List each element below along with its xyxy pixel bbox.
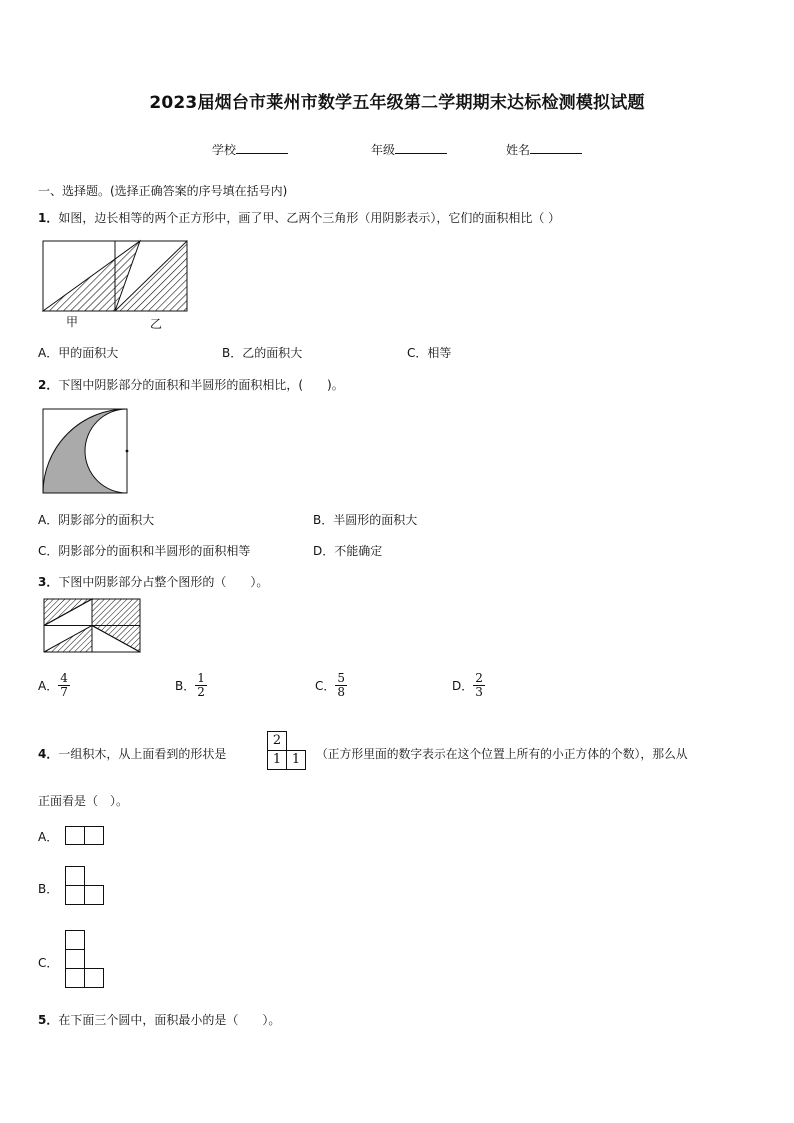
question-1: [38, 209, 560, 226]
grid-cell-bottom-left: 1: [267, 750, 287, 770]
question-number: 4．: [38, 747, 59, 761]
option-letter: D．: [452, 679, 474, 693]
numerator: 1: [197, 671, 205, 685]
numerator: 5: [337, 671, 346, 685]
q3-option-a[interactable]: [38, 672, 70, 699]
page-title: 2023届烟台市莱州市数学五年级第二学期期末达标检测模拟试题: [149, 93, 645, 113]
question-text: 在下面三个圆中，面积最小的是（ ）。: [58, 1013, 281, 1027]
option-letter: C．: [315, 679, 336, 693]
q1-figure: [42, 240, 190, 330]
numerator: 2: [475, 671, 483, 685]
q4-option-c-figure: [65, 930, 105, 990]
school-blank[interactable]: [236, 141, 288, 154]
q1-option-c[interactable]: C．相等: [407, 346, 452, 360]
fraction: [195, 672, 207, 699]
q3-figure: [43, 598, 141, 654]
option-letter: B．: [175, 679, 196, 693]
q4-option-a-figure: [65, 826, 105, 846]
question-text: 如图，边长相等的两个正方形中，画了甲、乙两个三角形（用阴影表示），它们的面积相比（ ）: [58, 211, 561, 225]
question-number: 3．: [38, 575, 59, 589]
question-text: 下图中阴影部分占整个图形的（ ）。: [58, 575, 269, 589]
denominator: 8: [337, 685, 346, 699]
question-number: 2．: [38, 378, 59, 392]
question-number: 1．: [38, 211, 59, 225]
q3-option-c[interactable]: [315, 672, 347, 699]
name-blank[interactable]: [530, 141, 582, 154]
denominator: 3: [475, 685, 483, 699]
q2-option-d[interactable]: D．不能确定: [313, 544, 383, 558]
school-label: 学校: [212, 143, 237, 157]
name-field: [506, 141, 582, 158]
q1-option-a[interactable]: A．甲的面积大: [38, 346, 119, 360]
section-heading: 一、选择题。(选择正确答案的序号填在括号内): [38, 184, 288, 198]
grade-blank[interactable]: [395, 141, 447, 154]
grid-cell-top: 2: [267, 731, 287, 751]
q2-figure: [42, 408, 130, 496]
question-5: [38, 1011, 280, 1028]
numerator: 4: [60, 671, 68, 685]
q1-option-b[interactable]: B．乙的面积大: [222, 346, 303, 360]
denominator: 2: [197, 685, 205, 699]
grid-cell-bottom-right: 1: [286, 750, 306, 770]
q4-option-a[interactable]: A．: [38, 830, 59, 844]
fraction: [335, 672, 347, 699]
school-field: [212, 141, 288, 158]
grade-label: 年级: [371, 143, 396, 157]
label-jia: 甲: [66, 315, 79, 329]
q4-option-b[interactable]: B．: [38, 882, 59, 896]
q3-option-d[interactable]: [452, 672, 485, 699]
denominator: 7: [60, 685, 68, 699]
fraction: [58, 672, 70, 699]
grade-field: [371, 141, 447, 158]
question-4-continued: （正方形里面的数字表示在这个位置上所有的小正方体的个数），那么从: [316, 747, 688, 761]
question-3: [38, 573, 268, 590]
q3-option-b[interactable]: [175, 672, 207, 699]
option-letter: A．: [38, 679, 59, 693]
question-text: 下图中阴影部分的面积和半圆形的面积相比，( )。: [58, 378, 344, 392]
q2-option-c[interactable]: C．阴影部分的面积和半圆形的面积相等: [38, 544, 251, 558]
label-yi: 乙: [150, 317, 163, 331]
q4-option-b-figure: [65, 866, 105, 906]
question-number: 5．: [38, 1013, 59, 1027]
name-label: 姓名: [506, 143, 531, 157]
question-2: [38, 376, 344, 393]
q4-option-c[interactable]: C．: [38, 956, 59, 970]
question-text: 一组积木，从上面看到的形状是: [58, 747, 227, 761]
question-4-line2: 正面看是（ ）。: [38, 794, 129, 808]
question-4-line1: [38, 745, 226, 762]
fraction: [473, 672, 485, 699]
q4-top-view-grid: [267, 731, 307, 771]
q2-option-b[interactable]: B．半圆形的面积大: [313, 513, 418, 527]
q2-option-a[interactable]: A．阴影部分的面积大: [38, 513, 155, 527]
